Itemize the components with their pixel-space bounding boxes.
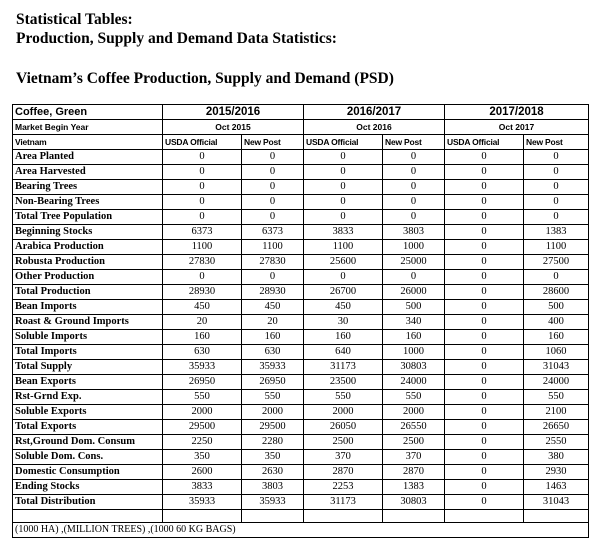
table-cell: 1100	[304, 240, 383, 255]
table-row	[13, 315, 589, 330]
table-cell: 370	[383, 450, 445, 465]
table-cell: 0	[383, 150, 445, 165]
header-row-market-begin	[13, 120, 589, 135]
table-cell: 2930	[524, 465, 589, 480]
table-cell: 30	[304, 315, 383, 330]
table-cell: 26550	[383, 420, 445, 435]
table-cell: 29500	[163, 420, 242, 435]
table-cell: 0	[445, 210, 524, 225]
subheader-usda-official: USDA Official	[445, 135, 524, 150]
title-vietnam-coffee-psd: Vietnam’s Coffee Production, Supply and Demand (PSD)	[16, 70, 394, 87]
table-row	[13, 435, 589, 450]
table-cell: 1100	[242, 240, 304, 255]
table-cell: 31173	[304, 495, 383, 510]
table-cell: 450	[304, 300, 383, 315]
table-cell: 630	[163, 345, 242, 360]
table-cell: 0	[383, 210, 445, 225]
row-label: Total Distribution	[13, 495, 163, 510]
table-cell: 26650	[524, 420, 589, 435]
table-cell: 0	[445, 405, 524, 420]
table-cell: 1383	[383, 480, 445, 495]
table-cell: 0	[524, 195, 589, 210]
row-label: Total Supply	[13, 360, 163, 375]
table-cell: 6373	[163, 225, 242, 240]
table-cell: 0	[524, 150, 589, 165]
table-cell: 550	[242, 390, 304, 405]
table-row	[13, 195, 589, 210]
row-label: Beginning Stocks	[13, 225, 163, 240]
table-row	[13, 390, 589, 405]
table-cell: 0	[445, 195, 524, 210]
table-cell: 30803	[383, 360, 445, 375]
table-cell: 0	[445, 255, 524, 270]
table-cell: 1100	[524, 240, 589, 255]
table-cell: 500	[383, 300, 445, 315]
table-cell: 0	[445, 285, 524, 300]
row-label: Soluble Imports	[13, 330, 163, 345]
table-cell: 0	[383, 165, 445, 180]
row-label: Roast & Ground Imports	[13, 315, 163, 330]
table-cell: 0	[445, 225, 524, 240]
table-cell: 0	[524, 165, 589, 180]
spacer-row	[13, 510, 589, 523]
table-cell: 28930	[242, 285, 304, 300]
table-cell: 30803	[383, 495, 445, 510]
table-cell: 0	[163, 180, 242, 195]
table-cell: 0	[383, 180, 445, 195]
table-cell: 0	[163, 150, 242, 165]
table-cell: 0	[445, 495, 524, 510]
table-cell: 3803	[242, 480, 304, 495]
table-cell: 0	[445, 375, 524, 390]
table-cell: 0	[163, 270, 242, 285]
year-2016-2017: 2016/2017	[304, 105, 445, 120]
table-cell: 0	[383, 270, 445, 285]
header-row-years	[13, 105, 589, 120]
table-cell: 0	[163, 195, 242, 210]
table-cell: 26950	[163, 375, 242, 390]
row-label: Total Tree Population	[13, 210, 163, 225]
table-row	[13, 330, 589, 345]
table-cell: 450	[163, 300, 242, 315]
table-cell: 0	[304, 195, 383, 210]
table-cell: 550	[304, 390, 383, 405]
table-cell: 2100	[524, 405, 589, 420]
table-cell: 35933	[163, 360, 242, 375]
table-cell: 27500	[524, 255, 589, 270]
row-label: Non-Bearing Trees	[13, 195, 163, 210]
table-cell: 25600	[304, 255, 383, 270]
table-cell: 2000	[163, 405, 242, 420]
table-cell: 24000	[383, 375, 445, 390]
table-cell: 350	[242, 450, 304, 465]
subheader-new-post: New Post	[383, 135, 445, 150]
units-footnote: (1000 HA) ,(MILLION TREES) ,(1000 60 KG BAGS)	[13, 523, 589, 538]
subheader-new-post: New Post	[242, 135, 304, 150]
table-cell: 2500	[304, 435, 383, 450]
table-cell: 26950	[242, 375, 304, 390]
table-row	[13, 480, 589, 495]
table-cell: 380	[524, 450, 589, 465]
row-label: Soluble Exports	[13, 405, 163, 420]
table-cell: 0	[445, 480, 524, 495]
table-cell: 0	[383, 195, 445, 210]
table-cell: 26000	[383, 285, 445, 300]
table-row	[13, 270, 589, 285]
table-cell: 0	[445, 390, 524, 405]
table-cell: 0	[445, 450, 524, 465]
row-label: Arabica Production	[13, 240, 163, 255]
table-row	[13, 255, 589, 270]
table-cell: 28930	[163, 285, 242, 300]
table-cell: 0	[163, 165, 242, 180]
table-cell: 24000	[524, 375, 589, 390]
table-cell: 0	[304, 180, 383, 195]
table-cell: 29500	[242, 420, 304, 435]
table-cell: 27830	[242, 255, 304, 270]
table-row	[13, 405, 589, 420]
row-label: Bean Imports	[13, 300, 163, 315]
market-begin-label: Market Begin Year	[13, 120, 163, 135]
table-cell: 0	[524, 210, 589, 225]
table-cell: 2500	[383, 435, 445, 450]
table-cell: 0	[445, 435, 524, 450]
country-label: Vietnam	[13, 135, 163, 150]
subheader-usda-official: USDA Official	[304, 135, 383, 150]
table-cell: 3803	[383, 225, 445, 240]
table-row	[13, 300, 589, 315]
table-cell: 160	[304, 330, 383, 345]
table-row	[13, 420, 589, 435]
table-row	[13, 375, 589, 390]
table-row	[13, 495, 589, 510]
table-cell: 0	[524, 270, 589, 285]
table-cell: 640	[304, 345, 383, 360]
table-cell: 2000	[304, 405, 383, 420]
market-begin-2016: Oct 2016	[304, 120, 445, 135]
row-label: Total Production	[13, 285, 163, 300]
table-cell: 0	[445, 300, 524, 315]
table-cell: 2253	[304, 480, 383, 495]
year-2017-2018: 2017/2018	[445, 105, 589, 120]
year-2015-2016: 2015/2016	[163, 105, 304, 120]
subheader-new-post: New Post	[524, 135, 589, 150]
table-cell: 0	[163, 210, 242, 225]
table-row	[13, 210, 589, 225]
row-label: Robusta Production	[13, 255, 163, 270]
row-label: Bearing Trees	[13, 180, 163, 195]
row-label: Bean Exports	[13, 375, 163, 390]
psd-table	[12, 104, 589, 538]
table-cell: 0	[445, 345, 524, 360]
table-cell: 0	[304, 270, 383, 285]
table-cell: 160	[383, 330, 445, 345]
table-cell: 0	[445, 165, 524, 180]
table-cell: 1000	[383, 345, 445, 360]
subheader-usda-official: USDA Official	[163, 135, 242, 150]
table-row	[13, 180, 589, 195]
commodity-label: Coffee, Green	[13, 105, 163, 120]
market-begin-2015: Oct 2015	[163, 120, 304, 135]
table-cell: 0	[304, 210, 383, 225]
table-cell: 1463	[524, 480, 589, 495]
table-cell: 20	[163, 315, 242, 330]
table-row	[13, 165, 589, 180]
table-cell: 1100	[163, 240, 242, 255]
table-cell: 400	[524, 315, 589, 330]
table-cell: 35933	[163, 495, 242, 510]
market-begin-2017: Oct 2017	[445, 120, 589, 135]
row-label: Soluble Dom. Cons.	[13, 450, 163, 465]
table-cell: 25000	[383, 255, 445, 270]
table-cell: 0	[242, 150, 304, 165]
table-cell: 0	[445, 240, 524, 255]
table-row	[13, 465, 589, 480]
table-cell: 28600	[524, 285, 589, 300]
table-cell: 2630	[242, 465, 304, 480]
table-cell: 6373	[242, 225, 304, 240]
table-cell: 340	[383, 315, 445, 330]
table-cell: 0	[242, 165, 304, 180]
table-row	[13, 285, 589, 300]
table-cell: 31043	[524, 495, 589, 510]
table-cell: 3833	[304, 225, 383, 240]
title-statistical-tables: Statistical Tables:	[16, 11, 133, 28]
table-row	[13, 150, 589, 165]
table-cell: 31173	[304, 360, 383, 375]
table-cell: 20	[242, 315, 304, 330]
table-cell: 1383	[524, 225, 589, 240]
table-cell: 550	[163, 390, 242, 405]
row-label: Area Harvested	[13, 165, 163, 180]
footnote-row	[13, 523, 589, 538]
table-cell: 0	[524, 180, 589, 195]
table-cell: 0	[445, 360, 524, 375]
table-cell: 2550	[524, 435, 589, 450]
table-cell: 370	[304, 450, 383, 465]
row-label: Ending Stocks	[13, 480, 163, 495]
table-cell: 2250	[163, 435, 242, 450]
header-row-sources	[13, 135, 589, 150]
table-cell: 2870	[383, 465, 445, 480]
table-cell: 0	[445, 180, 524, 195]
table-row	[13, 240, 589, 255]
row-label: Rst,Ground Dom. Consum	[13, 435, 163, 450]
table-cell: 2280	[242, 435, 304, 450]
table-cell: 0	[445, 150, 524, 165]
table-cell: 0	[445, 420, 524, 435]
table-cell: 0	[445, 270, 524, 285]
table-cell: 31043	[524, 360, 589, 375]
table-cell: 2000	[242, 405, 304, 420]
table-cell: 0	[445, 330, 524, 345]
table-cell: 26050	[304, 420, 383, 435]
table-cell: 23500	[304, 375, 383, 390]
table-cell: 0	[304, 150, 383, 165]
title-psd-statistics: Production, Supply and Demand Data Statistics:	[16, 30, 337, 47]
row-label: Rst-Grnd Exp.	[13, 390, 163, 405]
row-label: Other Production	[13, 270, 163, 285]
table-cell: 0	[242, 270, 304, 285]
table-cell: 160	[163, 330, 242, 345]
table-cell: 2000	[383, 405, 445, 420]
table-cell: 0	[242, 210, 304, 225]
table-cell: 2870	[304, 465, 383, 480]
table-cell: 35933	[242, 360, 304, 375]
row-label: Total Exports	[13, 420, 163, 435]
row-label: Domestic Consumption	[13, 465, 163, 480]
table-cell: 450	[242, 300, 304, 315]
table-cell: 630	[242, 345, 304, 360]
table-cell: 27830	[163, 255, 242, 270]
table-cell: 160	[524, 330, 589, 345]
table-cell: 500	[524, 300, 589, 315]
table-cell: 160	[242, 330, 304, 345]
table-cell: 26700	[304, 285, 383, 300]
table-row	[13, 345, 589, 360]
table-cell: 2600	[163, 465, 242, 480]
table-cell: 0	[445, 465, 524, 480]
table-cell: 350	[163, 450, 242, 465]
row-label: Total Imports	[13, 345, 163, 360]
table-cell: 35933	[242, 495, 304, 510]
table-cell: 0	[445, 315, 524, 330]
table-cell: 0	[242, 180, 304, 195]
table-cell: 0	[304, 165, 383, 180]
table-cell: 1000	[383, 240, 445, 255]
row-label: Area Planted	[13, 150, 163, 165]
table-row	[13, 360, 589, 375]
table-row	[13, 450, 589, 465]
table-cell: 3833	[163, 480, 242, 495]
table-cell: 1060	[524, 345, 589, 360]
table-cell: 550	[524, 390, 589, 405]
table-cell: 0	[242, 195, 304, 210]
table-row	[13, 225, 589, 240]
table-cell: 550	[383, 390, 445, 405]
